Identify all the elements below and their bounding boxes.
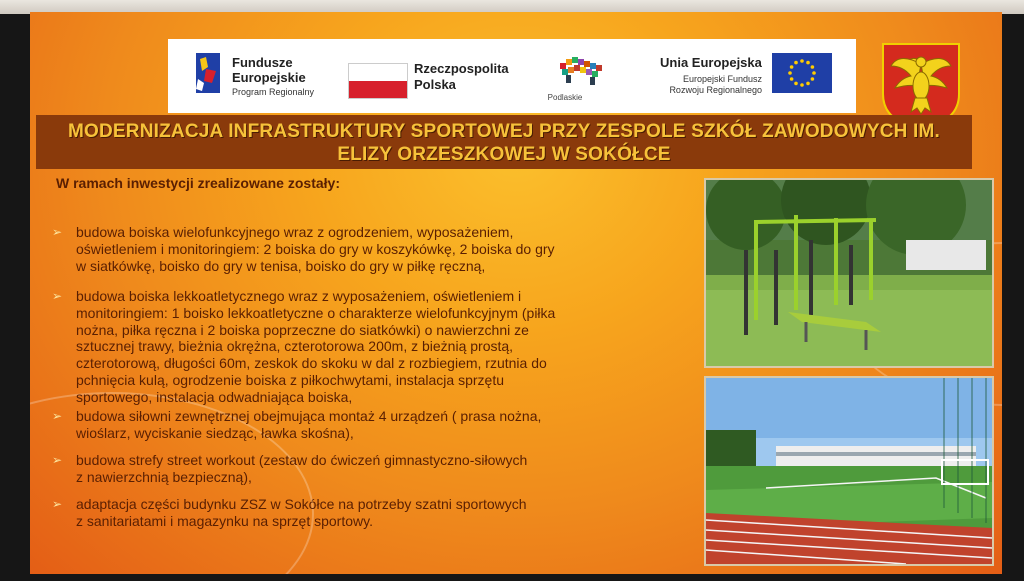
unia-line2: Europejski Fundusz: [682, 74, 762, 84]
unia-line1: Unia Europejska: [660, 55, 762, 70]
rzeczpospolita-line1: Rzeczpospolita: [414, 61, 509, 76]
bullet-text: budowa strefy street workout (zestaw do ćwiczeń gimnastyczno-siłowych z nawierzchnią bezpieczną),: [76, 452, 528, 485]
logo-bar: [168, 39, 856, 113]
unia-line3: Rozwoju Regionalnego: [669, 85, 762, 95]
athletics-field-photo: [704, 376, 994, 566]
bullet-text: budowa boiska lekkoatletycznego wraz z wyposażeniem, oświetleniem i monitoringiem: 1 boisko lekkoatletyczne o charakterze wielofunkcyjnym (piłka nożna, piłka ręczna i 2 boiska poprzeczne do siatkówki) o nawierzchni ze sztucznej trawy, bieżnia okrężna, czterotorowa 200m, z bieżnią prostą, czterotorową, długości 60m, zeskok do skoku w dal z rozbiegiem, rzutnia do pchnięcia kulą, ogrodzenie boiska z piłkochwytami, instalacja sprzętu sportowego, instalacja odwadniająca boiska,: [76, 288, 556, 405]
title-band: [36, 115, 972, 169]
fundusze-line3: Program Regionalny: [232, 87, 315, 97]
presentation-slide: [30, 12, 1002, 574]
fundusze-line2: Europejskie: [232, 70, 306, 85]
bullet-text: adaptacja części budynku ZSZ w Sokółce na potrzeby szatni sportowych z sanitariatami i magazynku na sprzęt sportowy.: [76, 496, 527, 529]
arrow-bullet-icon: ➢: [52, 409, 63, 423]
arrow-bullet-icon: ➢: [52, 225, 63, 239]
fundusze-line1: Fundusze: [232, 55, 293, 70]
eu-flag-icon: [772, 53, 832, 93]
podlaskie-label: Podlaskie: [547, 93, 583, 102]
polish-flag-icon: [348, 63, 408, 99]
arrow-bullet-icon: ➢: [52, 289, 63, 303]
slide-subtitle: W ramach inwestycji zrealizowane zostały:: [56, 175, 340, 191]
rzeczpospolita-line2: Polska: [414, 77, 456, 92]
arrow-bullet-icon: ➢: [52, 497, 63, 511]
bullet-text: budowa boiska wielofunkcyjnego wraz z ogrodzeniem, wyposażeniem, oświetleniem i monitoringiem: 2 boiska do gry w koszykówkę, 2 boiska do gry w siatkówkę, boisko do gry w tenisa, boisko do gry w piłkę ręczną,: [76, 224, 555, 274]
fundusze-europejskie-logo-icon: [196, 53, 220, 93]
arrow-bullet-icon: ➢: [52, 453, 63, 467]
slide-title-line2: ELIZY ORZESZKOWEJ W SOKÓŁCE: [337, 144, 671, 165]
podlaskie-bison-logo-icon: [556, 53, 608, 89]
outdoor-gym-photo: [704, 178, 994, 368]
slide-title-line1: MODERNIZACJA INFRASTRUKTURY SPORTOWEJ PRZY ZESPOLE SZKÓŁ ZAWODOWYCH IM.: [67, 121, 941, 142]
bullet-text: budowa siłowni zewnętrznej obejmująca montaż 4 urządzeń ( prasa nożna, wioślarz, wyciskanie siedząc, ławka skośna),: [76, 408, 542, 441]
